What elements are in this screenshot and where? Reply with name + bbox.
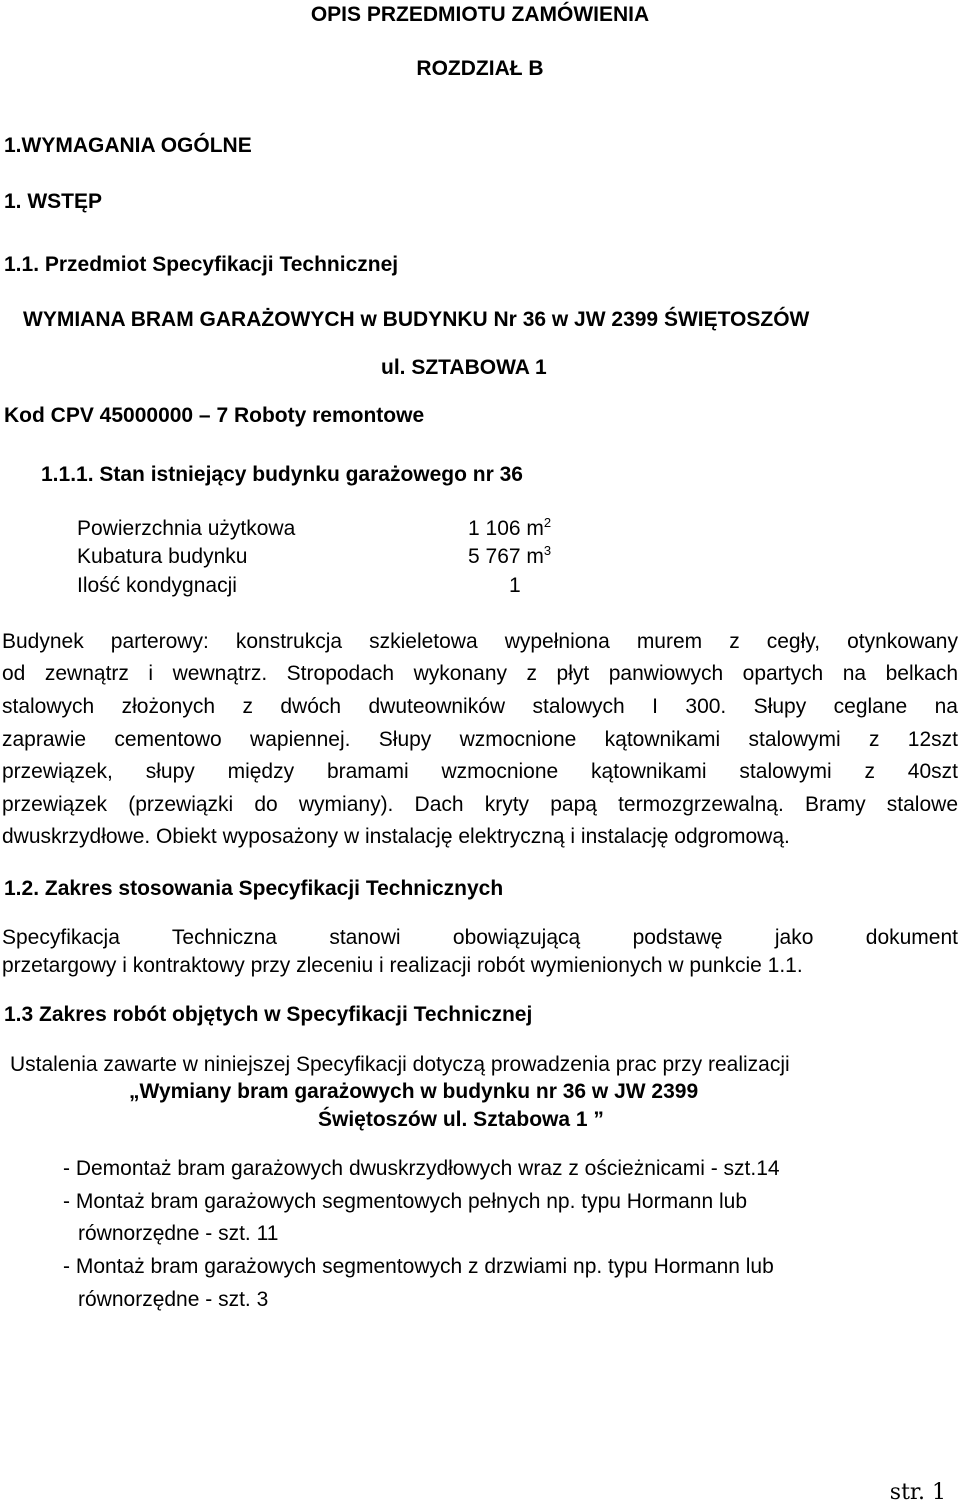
page-number: str. 1 (889, 1480, 946, 1505)
paragraph-line: stalowych złożonych z dwóch dwuteowników stalowych I 300. Słupy ceglane na (2, 695, 958, 718)
section-heading-1-1: 1. WSTĘP (4, 190, 103, 213)
list-item: - Montaż bram garażowych segmentowych z drzwiami np. typu Hormann lub (63, 1255, 774, 1278)
section-heading-1-3: 1.3 Zakres robót objętych w Specyfikacji Technicznej (4, 1003, 533, 1026)
works-title-line-1: „Wymiany bram garażowych w budynku nr 36 w JW 2399 (129, 1080, 699, 1103)
chapter-title: ROZDZIAŁ B (416, 57, 544, 80)
paragraph-line: Budynek parterowy: konstrukcja szkieletowa wypełniona murem z cegły, otynkowany (2, 630, 958, 653)
stat-value: 1 106 $m^2$ (468, 515, 552, 540)
stat-value: 5 767 $m^3$ (468, 543, 552, 568)
paragraph-line: od zewnątrz i wewnątrz. Stropodach wykonany z płyt panwiowych opartych na belkach (2, 662, 958, 685)
list-item: - Demontaż bram garażowych dwuskrzydłowych wraz z ościeżnicami - szt.14 (63, 1157, 780, 1180)
cpv-code: Kod CPV 45000000 – 7 Roboty remontowe (4, 404, 425, 427)
stat-label: Kubatura budynku (77, 545, 248, 568)
section-heading-1-1-1: 1.1. Przedmiot Specyfikacji Technicznej (4, 253, 399, 276)
list-item-continuation: równorzędne - szt. 3 (78, 1288, 269, 1311)
paragraph-line: przetargowy i kontraktowy przy zleceniu i realizacji robót wymienionych w punkcie 1.1. (2, 954, 803, 977)
stat-label: Powierzchnia użytkowa (77, 517, 296, 540)
stat-value: 1 (509, 574, 521, 597)
section-heading-1-1-1-1: 1.1.1. Stan istniejący budynku garażowego nr 36 (41, 463, 523, 486)
list-item-continuation: równorzędne - szt. 11 (78, 1222, 279, 1245)
list-item: - Montaż bram garażowych segmentowych pełnych np. typu Hormann lub (63, 1190, 747, 1213)
paragraph-line: dwuskrzydłowe. Obiekt wyposażony w instalację elektryczną i instalację odgromową. (2, 825, 790, 848)
paragraph-line: przewiązek, słupy między bramami wzmocnione kątownikami stalowymi z 40szt (2, 760, 958, 783)
section-heading-1: 1.WYMAGANIA OGÓLNE (4, 134, 252, 157)
works-intro: Ustalenia zawarte w niniejszej Specyfikacji dotyczą prowadzenia prac przy realizacji (10, 1053, 790, 1076)
paragraph-line: zaprawie cementowo wapiennej. Słupy wzmocnione kątownikami stalowymi z 12szt (2, 728, 958, 751)
works-title-line-2: Świętoszów ul. Sztabowa 1 ” (318, 1108, 604, 1131)
paragraph-line: Specyfikacja Techniczna stanowi obowiązującą podstawę jako dokument (2, 926, 958, 949)
paragraph-line: przewiązek (przewiązki do wymiany). Dach kryty papą termozgrzewalną. Bramy stalowe (2, 793, 958, 816)
subject-line-2: ul. SZTABOWA 1 (381, 356, 547, 379)
stat-label: Ilość kondygnacji (77, 574, 237, 597)
document-title: OPIS PRZEDMIOTU ZAMÓWIENIA (310, 3, 650, 26)
subject-line-1: WYMIANA BRAM GARAŻOWYCH w BUDYNKU Nr 36 w JW 2399 ŚWIĘTOSZÓW (23, 308, 810, 331)
section-heading-1-2: 1.2. Zakres stosowania Specyfikacji Technicznych (4, 877, 504, 900)
